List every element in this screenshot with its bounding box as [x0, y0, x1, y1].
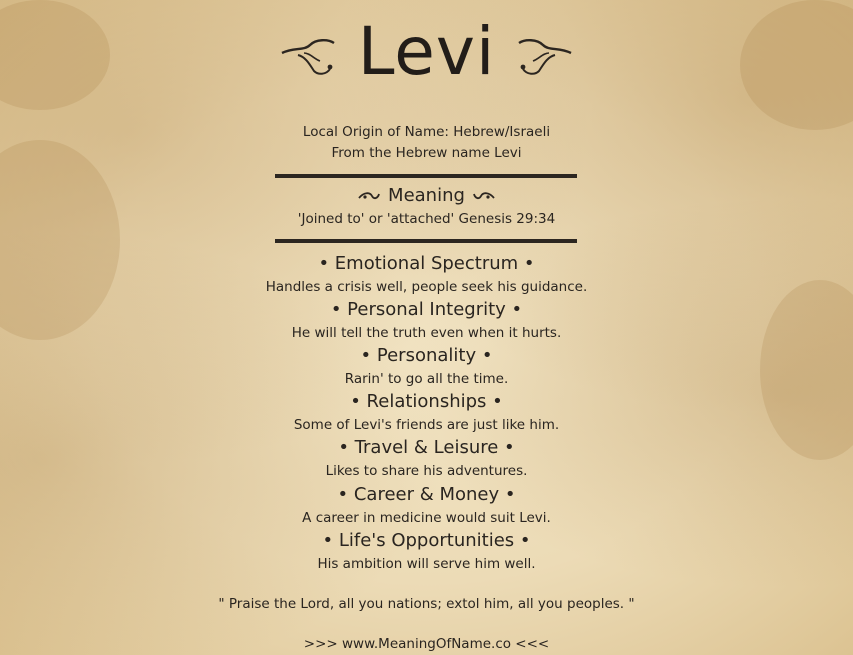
flourish-left-icon [280, 33, 338, 77]
origin-text: Local Origin of Name: Hebrew/Israeli [302, 124, 551, 140]
trait-title: • Personal Integrity • [330, 299, 523, 320]
trait-text: A career in medicine would suit Levi. [302, 510, 551, 526]
trait-travel-leisure [0, 436, 853, 482]
title-row [0, 8, 853, 94]
page-title: Levi [357, 12, 496, 90]
trait-career-money [0, 483, 853, 529]
trait-title: • Travel & Leisure • [338, 437, 515, 458]
trait-relationships [0, 390, 853, 436]
trait-emotional-spectrum [0, 252, 853, 298]
trait-title: • Personality • [360, 345, 493, 366]
trait-personality [0, 344, 853, 390]
swirl-left-icon [358, 190, 380, 202]
meaning-heading [0, 184, 853, 208]
trait-title: • Emotional Spectrum • [318, 253, 535, 274]
trait-text: Handles a crisis well, people seek his guidance. [265, 279, 588, 295]
trait-title: • Relationships • [350, 391, 503, 412]
trait-personal-integrity [0, 298, 853, 344]
trait-text: Some of Levi's friends are just like him. [293, 417, 560, 433]
trait-title: • Life's Opportunities • [322, 530, 531, 551]
meaning-text: 'Joined to' or 'attached' Genesis 29:34 [297, 211, 556, 227]
meaning-heading-label: Meaning [388, 185, 465, 206]
footer-link[interactable]: >>> www.MeaningOfName.co <<< [303, 636, 550, 652]
divider-bottom [275, 239, 577, 243]
trait-text: Rarin' to go all the time. [344, 371, 509, 387]
trait-life-opportunities [0, 529, 853, 575]
source-text: From the Hebrew name Levi [331, 145, 522, 161]
divider-top [275, 174, 577, 178]
trait-text: He will tell the truth even when it hurts. [291, 325, 562, 341]
flourish-right-icon [515, 33, 573, 77]
quote-text: " Praise the Lord, all you nations; extol him, all you peoples. " [218, 596, 635, 612]
trait-text: Likes to share his adventures. [325, 463, 528, 479]
trait-title: • Career & Money • [337, 484, 516, 505]
trait-text: His ambition will serve him well. [317, 556, 536, 572]
swirl-right-icon [473, 190, 495, 202]
